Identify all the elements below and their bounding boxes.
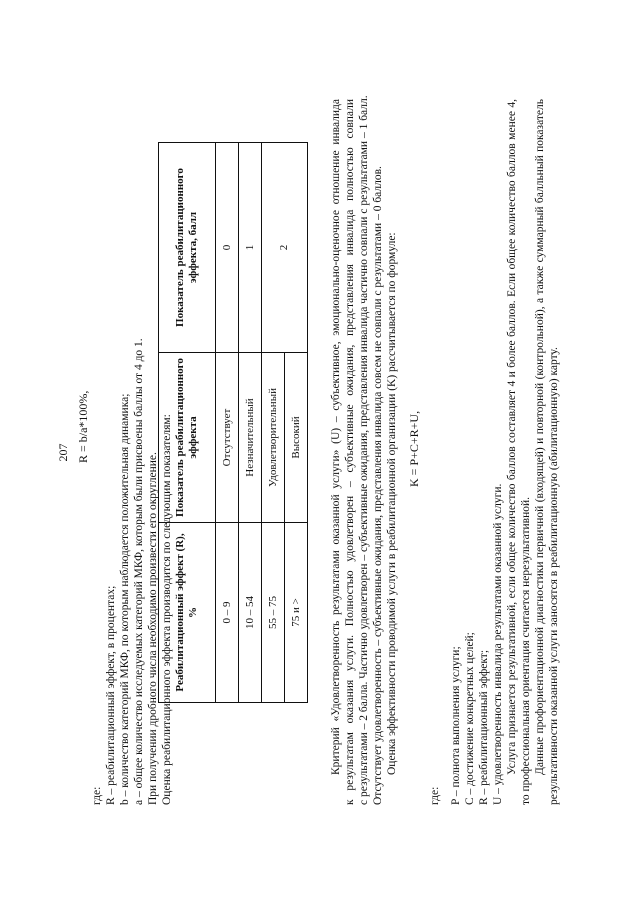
table-cell-score: 1: [239, 143, 262, 353]
definition-line: R – реабилитационный эффект, в процентах;: [105, 585, 117, 805]
criterion-paragraph-line: к результатам оказания услуги. Полностью удовлетворен – субъективные ожидания, представления инвалида полностью совпали: [344, 99, 356, 805]
table-cell-level: Отсутствует: [216, 353, 239, 523]
rounding-note: При получении дробного числа необходимо произвести его округление.: [147, 452, 159, 805]
table-cell-level: Удовлетворительный: [262, 353, 285, 523]
conclusion-line: то профессиональная ориентация считается нерезультативной.: [520, 496, 532, 805]
conclusion-line: Данные профориентационной диагностики первичной (входящей) и повторной (контрольной), а также суммарный балльный показатель: [534, 99, 546, 775]
table-cell-range: 10 – 54: [239, 523, 262, 703]
where-label: где:: [429, 786, 441, 805]
table-cell-level: Незначительный: [239, 353, 262, 523]
table-header: Показатель реабилитационного эффекта, балл: [159, 143, 216, 353]
table-cell-range: 55 – 75: [262, 523, 285, 703]
definition-line: b – количество категорий МКФ, по которым наблюдается положительная динамика;: [119, 393, 131, 805]
definition-line: P – полнота выполнения услуги;: [450, 646, 462, 805]
page-number: 207: [56, 443, 70, 462]
table-cell-level: Высокий: [285, 353, 308, 523]
criterion-paragraph-line: Отсутствует удовлетворенность – субъективные ожидания, представления инвалида совсем не совпали с результатами – 0 баллов.: [372, 166, 384, 805]
definition-line: U – удовлетворенность инвалида результатами оказанной услуги.: [492, 483, 504, 805]
table-header-row: [159, 143, 216, 703]
rehabilitation-effect-table: [158, 142, 308, 703]
conclusion-line: результативности оказанной услуги заносятся в реабилитационную (абилитационную) карту.: [548, 347, 560, 805]
definition-line: C – достижение конкретных целей;: [464, 632, 476, 805]
table-cell-score: 2: [262, 143, 308, 353]
table-row: [262, 143, 285, 703]
table-cell-score: 0: [216, 143, 239, 353]
table-row: [216, 143, 239, 703]
table-header: Реабилитационный эффект (R), %: [159, 523, 216, 703]
effectiveness-intro: Оценка эффективности проводимой услуги в реабилитационной организации (K) рассчитывается по формуле:: [386, 232, 398, 775]
table-header: Показатель реабилитационного эффекта: [159, 353, 216, 523]
criterion-paragraph-line: с результатами – 2 балла. Частично удовлетворен – субъективные ожидания, представления инвалида частично совпали с результатами – 1 балл.: [358, 95, 370, 805]
criterion-paragraph-line: Критерий «Удовлетворенность результатами оказанной услуги» (U) – субъективное, эмоционально-оценочное отношение инвалида: [330, 99, 342, 775]
evaluation-intro: Оценка реабилитационного эффекта производится по следующим показателям:: [161, 414, 173, 805]
conclusion-line: Услуга признается результативной, если общее количество баллов составляет 4 и более баллов. Если общее количество баллов менее 4,: [506, 99, 518, 775]
formula-r: R = b/a*100%,: [76, 390, 90, 463]
table-cell-range: 75 и >: [285, 523, 308, 703]
table-row: [239, 143, 262, 703]
formula-k: K = P+C+R+U,: [407, 410, 421, 487]
definition-line: R – реабилитационный эффект;: [478, 649, 490, 805]
definition-line: a – общее количество исследуемых категорий МКФ, которым были присвоены баллы от 4 до 1.: [133, 338, 145, 805]
where-label: где:: [91, 786, 103, 805]
table-cell-range: 0 – 9: [216, 523, 239, 703]
